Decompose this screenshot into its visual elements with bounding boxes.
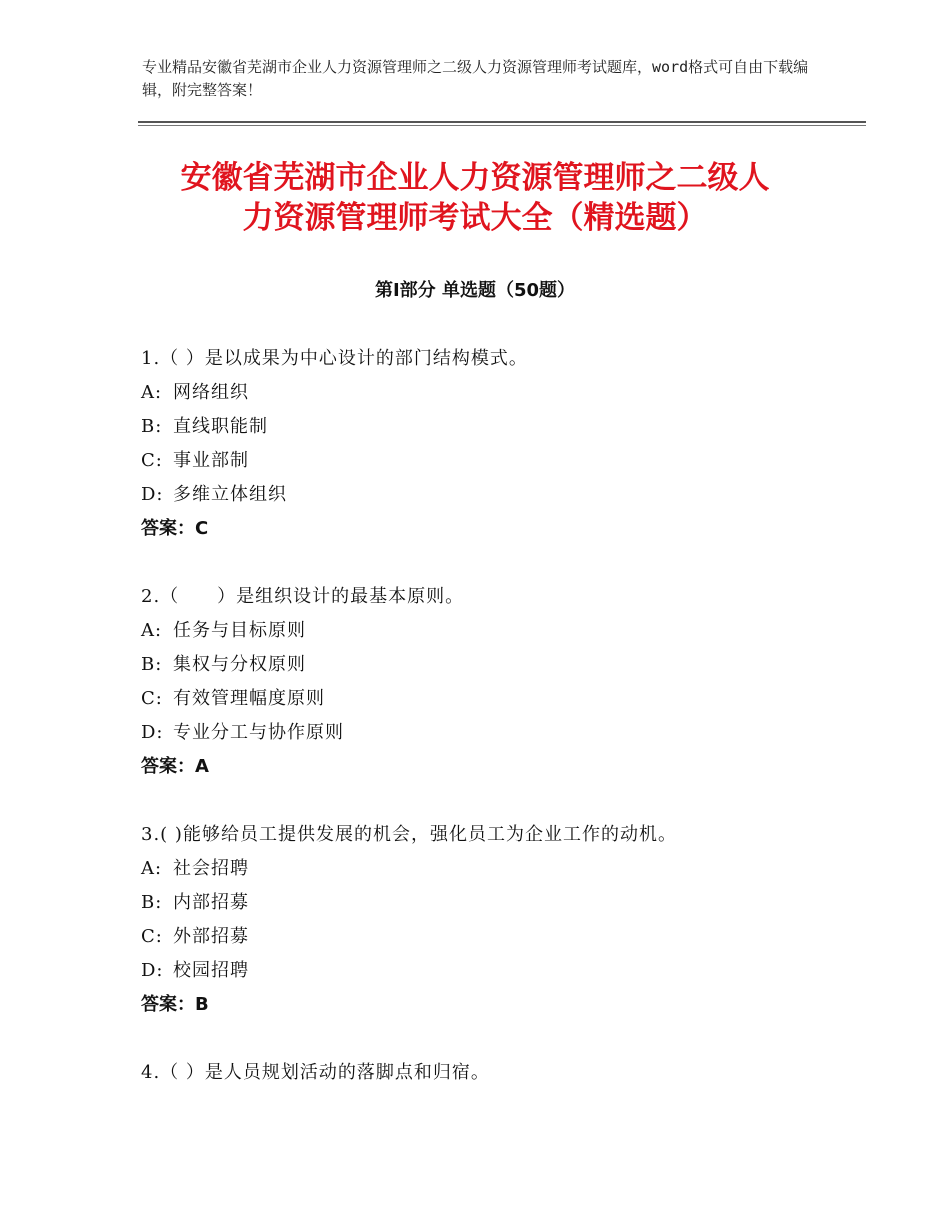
option-text: 社会招聘 [173, 858, 249, 879]
header-rule-thin [138, 125, 866, 126]
option-letter: D: [141, 484, 164, 505]
option-a [141, 852, 841, 886]
option-letter: C: [141, 450, 163, 471]
option-c [141, 682, 841, 716]
option-c [141, 920, 841, 954]
document-title [100, 158, 850, 238]
answer-label: 答案： [141, 994, 195, 1015]
option-letter: B: [141, 892, 163, 913]
header-rule-thick [138, 121, 866, 123]
answer-value: A [195, 756, 209, 777]
section-title: 第Ⅰ部分 单选题（50题） [374, 280, 575, 301]
option-text: 网络组织 [173, 382, 249, 403]
option-text: 外部招募 [173, 926, 249, 947]
answer-label: 答案： [141, 518, 195, 539]
option-letter: D: [141, 960, 164, 981]
answer-value: B [195, 994, 209, 1015]
answer-line [141, 512, 841, 546]
option-text: 直线职能制 [173, 416, 268, 437]
option-d [141, 954, 841, 988]
question-stem: 2.（ ）是组织设计的最基本原则。 [141, 586, 465, 607]
option-text: 多维立体组织 [173, 484, 287, 505]
question-list [141, 342, 841, 1124]
question-2 [141, 580, 841, 784]
option-text: 有效管理幅度原则 [173, 688, 325, 709]
option-text: 内部招募 [173, 892, 249, 913]
answer-label: 答案： [141, 756, 195, 777]
answer-line [141, 988, 841, 1022]
option-b [141, 648, 841, 682]
question-stem: 3.( )能够给员工提供发展的机会，强化员工为企业工作的动机。 [141, 824, 677, 845]
question-1 [141, 342, 841, 546]
question-3 [141, 818, 841, 1022]
option-letter: A: [141, 382, 163, 403]
option-letter: C: [141, 926, 163, 947]
header-note: 专业精品安徽省芜湖市企业人力资源管理师之二级人力资源管理师考试题库，word格式可自由下载编辑，附完整答案！ [142, 58, 809, 99]
document-title-line-2: 力资源管理师考试大全（精选题） [242, 200, 708, 236]
option-text: 任务与目标原则 [173, 620, 306, 641]
option-letter: B: [141, 654, 163, 675]
option-a [141, 376, 841, 410]
option-a [141, 614, 841, 648]
option-c [141, 444, 841, 478]
option-b [141, 410, 841, 444]
question-4 [141, 1056, 841, 1090]
option-text: 集权与分权原则 [173, 654, 306, 675]
option-letter: A: [141, 858, 163, 879]
option-d [141, 478, 841, 512]
option-text: 专业分工与协作原则 [173, 722, 344, 743]
option-b [141, 886, 841, 920]
option-d [141, 716, 841, 750]
option-letter: A: [141, 620, 163, 641]
option-letter: D: [141, 722, 164, 743]
question-stem: 1.（ ）是以成果为中心设计的部门结构模式。 [141, 348, 528, 369]
answer-line [141, 750, 841, 784]
answer-value: C [195, 518, 209, 539]
option-letter: B: [141, 416, 163, 437]
option-text: 事业部制 [173, 450, 249, 471]
option-text: 校园招聘 [173, 960, 249, 981]
document-title-line-1: 安徽省芜湖市企业人力资源管理师之二级人 [180, 160, 770, 196]
question-stem: 4.（ ）是人员规划活动的落脚点和归宿。 [141, 1062, 490, 1083]
option-letter: C: [141, 688, 163, 709]
